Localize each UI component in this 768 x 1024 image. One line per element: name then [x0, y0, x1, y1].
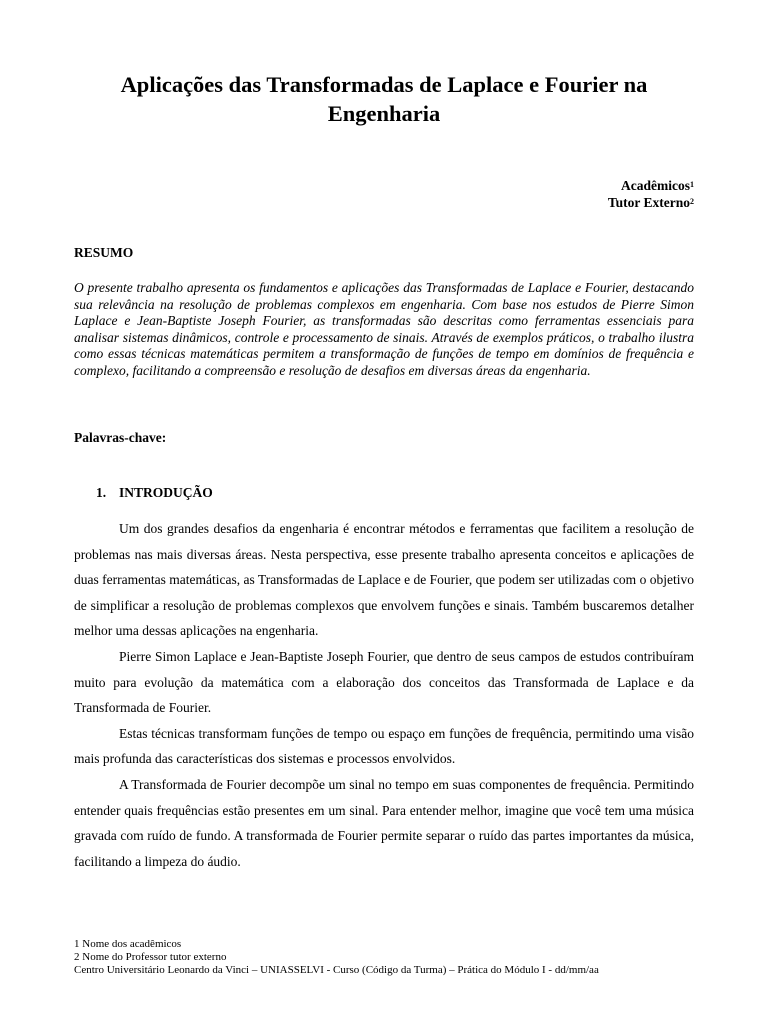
section-body — [74, 516, 694, 874]
author-name: Tutor Externo — [607, 195, 690, 210]
author-tutor — [74, 194, 694, 211]
footnotes — [74, 938, 714, 977]
section-title: INTRODUÇÃO — [119, 485, 213, 500]
keywords-label: Palavras-chave: — [74, 430, 167, 445]
author-academics — [74, 177, 694, 194]
abstract-text: O presente trabalho apresenta os fundamentos e aplicações das Transformadas de Laplace e Fourier, destacando sua relevância na resolução de problemas complexos em engenharia. Com base nos estudos de Pierre Simon Laplace e Jean-Baptiste Joseph Fourier, as transformadas são descritas como ferramentas essenciais para analisar sistemas dinâmicos, controle e processamento de sinais. Através de exemplos práticos, o trabalho ilustra como essas técnicas matemáticas permitem a transformação de funções de tempo em domínios de frequência e complexo, facilitando a compreensão e resolução de desafios em diversas áreas da engenharia. — [74, 280, 694, 378]
footnote-1: 1 Nome dos acadêmicos — [74, 938, 182, 950]
author-name: Acadêmicos — [621, 178, 690, 193]
author-block — [74, 177, 694, 211]
body-paragraph: Um dos grandes desafios da engenharia é encontrar métodos e ferramentas que facilitem a resolução de problemas nas mais diversas áreas. Nesta perspectiva, esse presente trabalho apresenta conceitos e aplicações de duas ferramentas matemáticas, as Transformadas de Laplace e de Fourier, que podem ser utilizadas com o objetivo de simplificar a resolução de problemas complexos que envolvem funções e sinais. Também buscaremos detalher melhor uma dessas aplicações na engenharia. — [74, 521, 694, 639]
abstract-heading: RESUMO — [74, 245, 134, 260]
footnote-mark: 1 — [690, 180, 694, 189]
section-number: 1. — [96, 485, 107, 500]
body-paragraph: A Transformada de Fourier decompõe um sinal no tempo em suas componentes de frequência. Permitindo entender quais frequências estão presentes em um sinal. Para entender melhor, imagine que você tem uma música gravada com ruído de fundo. A transformada de Fourier permite separar o ruído das partes importantes da música, facilitando a limpeza do áudio. — [74, 776, 694, 869]
document-title: Aplicações das Transformadas de Laplace e Fourier na Engenharia — [120, 72, 648, 126]
body-paragraph: Estas técnicas transformam funções de tempo ou espaço em funções de frequência, permitindo uma visão mais profunda das características dos sistemas e processos envolvidos. — [74, 725, 694, 767]
section-heading — [96, 485, 213, 501]
body-paragraph: Pierre Simon Laplace e Jean-Baptiste Joseph Fourier, que dentro de seus campos de estudos contribuíram muito para evolução da matemática com a elaboração dos conceitos das Transformada de Laplace e da Transformada de Fourier. — [74, 648, 694, 716]
footer-institution: Centro Universitário Leonardo da Vinci – UNIASSELVI - Curso (Código da Turma) – Prática do Módulo I - dd/mm/aa — [74, 964, 599, 976]
footnote-mark: 2 — [690, 197, 694, 206]
footnote-2: 2 Nome do Professor tutor externo — [74, 951, 227, 963]
